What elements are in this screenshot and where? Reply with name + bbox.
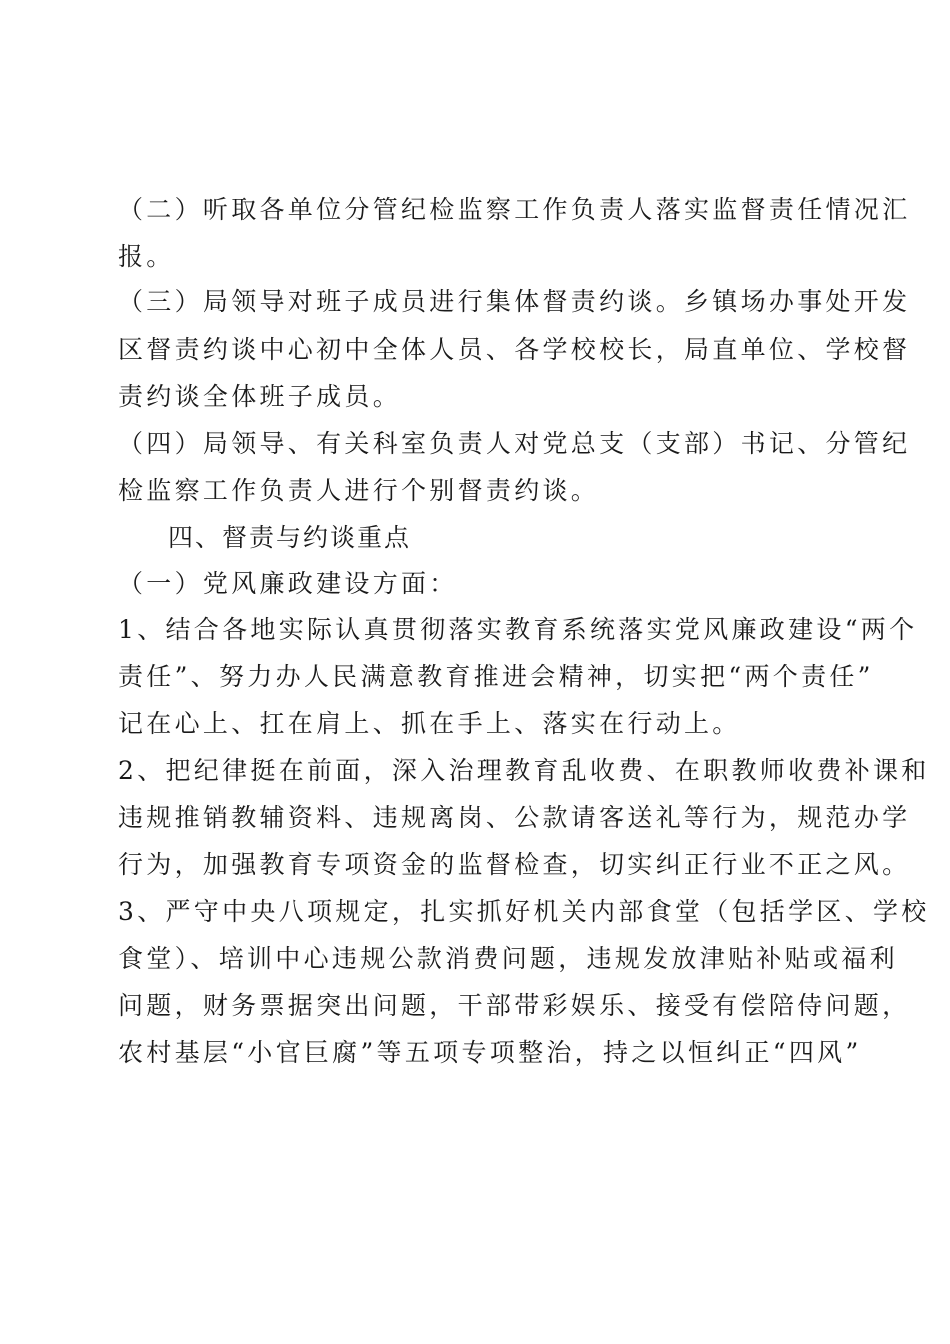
text-line: 行为，加强教育专项资金的监督检查，切实纠正行业不正之风。 <box>118 850 911 879</box>
text-line: 责约谈全体班子成员。 <box>118 382 402 411</box>
text-line: 食堂）、培训中心违规公款消费问题，违规发放津贴补贴或福利 <box>118 944 898 973</box>
text-line: 2、把纪律挺在前面，深入治理教育乱收费、在职教师收费补课和 <box>118 756 930 785</box>
subsection-heading: （一）党风廉政建设方面： <box>118 569 458 598</box>
text-line: 3、严守中央八项规定，扎实抓好机关内部食堂（包括学区、学校 <box>118 897 930 926</box>
section-heading: 四、督责与约谈重点 <box>168 523 412 552</box>
text-line: 1、结合各地实际认真贯彻落实教育系统落实党风廉政建设“两个 <box>118 615 918 644</box>
text-line: 报。 <box>118 242 175 271</box>
text-line: 违规推销教辅资料、违规离岗、公款请客送礼等行为，规范办学 <box>118 803 911 832</box>
text-line: 记在心上、扛在肩上、抓在手上、落实在行动上。 <box>118 709 741 738</box>
text-line: （三）局领导对班子成员进行集体督责约谈。乡镇场办事处开发 <box>118 287 911 316</box>
text-line: 问题，财务票据突出问题，干部带彩娱乐、接受有偿陪侍问题， <box>118 991 911 1020</box>
text-line: 农村基层“小官巨腐”等五项专项整治，持之以恒纠正“四风” <box>118 1038 862 1067</box>
text-line: 检监察工作负责人进行个别督责约谈。 <box>118 476 600 505</box>
text-line: （二）听取各单位分管纪检监察工作负责人落实监督责任情况汇 <box>118 195 911 224</box>
text-line: （四）局领导、有关科室负责人对党总支（支部）书记、分管纪 <box>118 429 911 458</box>
text-line: 责任”、努力办人民满意教育推进会精神，切实把“两个责任” <box>118 662 874 691</box>
text-line: 区督责约谈中心初中全体人员、各学校校长，局直单位、学校督 <box>118 335 911 364</box>
